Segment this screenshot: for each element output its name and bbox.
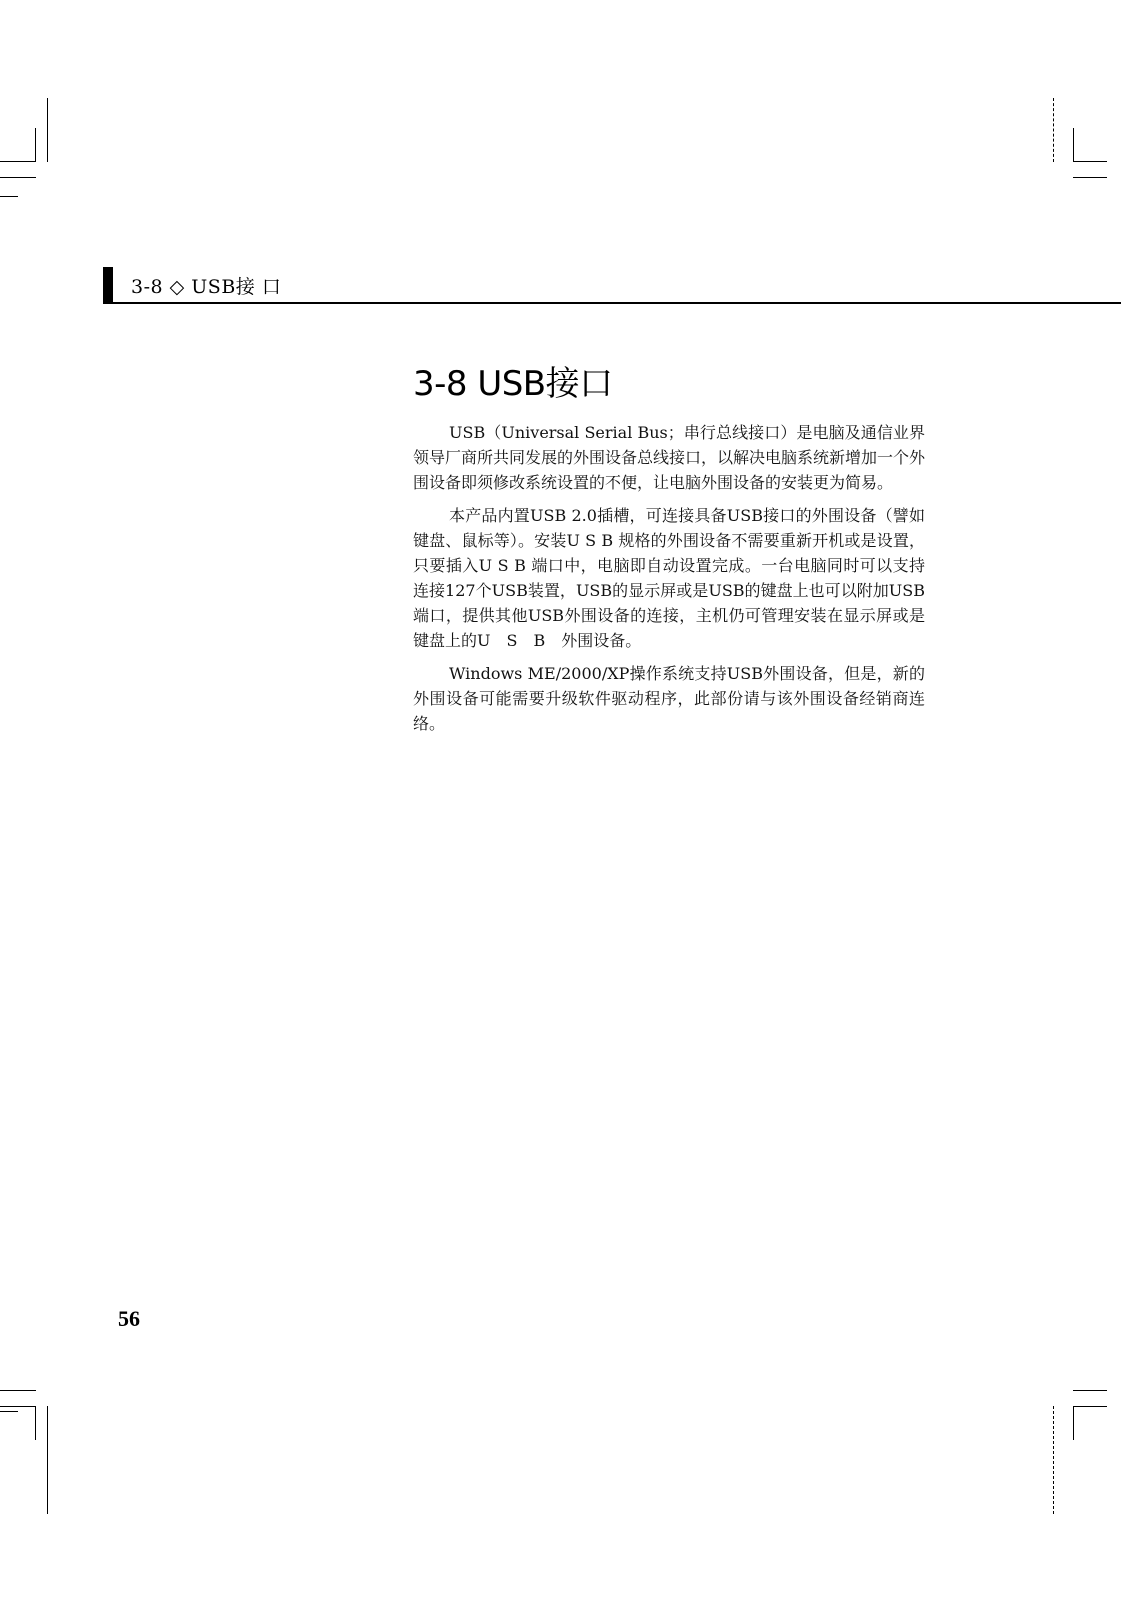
crop-mark [1053,1406,1054,1514]
crop-mark [47,1406,48,1514]
header-marker-bar [103,267,113,303]
crop-mark [1073,128,1074,162]
page-number: 56 [118,1306,140,1331]
running-header: 3-8 ◇ USB接 口 [131,276,282,298]
crop-mark [0,1390,36,1391]
crop-mark [1073,1406,1107,1407]
section-title: 3-8 USB接口 [413,364,613,404]
paragraph: Windows ME/2000/XP操作系统支持USB外围设备，但是，新的外围设备可能需要升级软件驱动程序，此部份请与该外围设备经销商连络。 [413,664,925,733]
crop-mark [1053,98,1054,162]
crop-mark [1073,1406,1074,1440]
crop-mark [1073,177,1107,178]
crop-mark [0,161,36,162]
crop-mark [47,98,48,162]
crop-mark [1073,161,1107,162]
section-body [413,420,925,744]
crop-mark [0,196,18,197]
header-rule [103,302,1121,304]
crop-mark [35,1406,36,1440]
crop-mark [35,128,36,162]
paragraph: 本产品内置USB 2.0插槽，可连接具备USB接口的外围设备（譬如键盘、鼠标等）。安装U S B 规格的外围设备不需要重新开机或是设置，只要插入U S B 端口中，电脑即自动设置完成。一台电脑同时可以支持连接127个USB装置，USB的显示屏或是USB的键盘上也可以附加USB端口，提供其他USB外围设备的连接，主机仍可管理安装在显示屏或是键盘上的U S B 外围设备。 [413,506,925,650]
crop-mark [1073,1390,1107,1391]
paragraph: USB（Universal Serial Bus；串行总线接口）是电脑及通信业界领导厂商所共同发展的外围设备总线接口，以解决电脑系统新增加一个外围设备即须修改系统设置的不便，让电脑外围设备的安装更为简易。 [413,423,926,492]
crop-mark [0,177,36,178]
crop-mark [0,1411,18,1412]
crop-mark [0,1406,36,1407]
